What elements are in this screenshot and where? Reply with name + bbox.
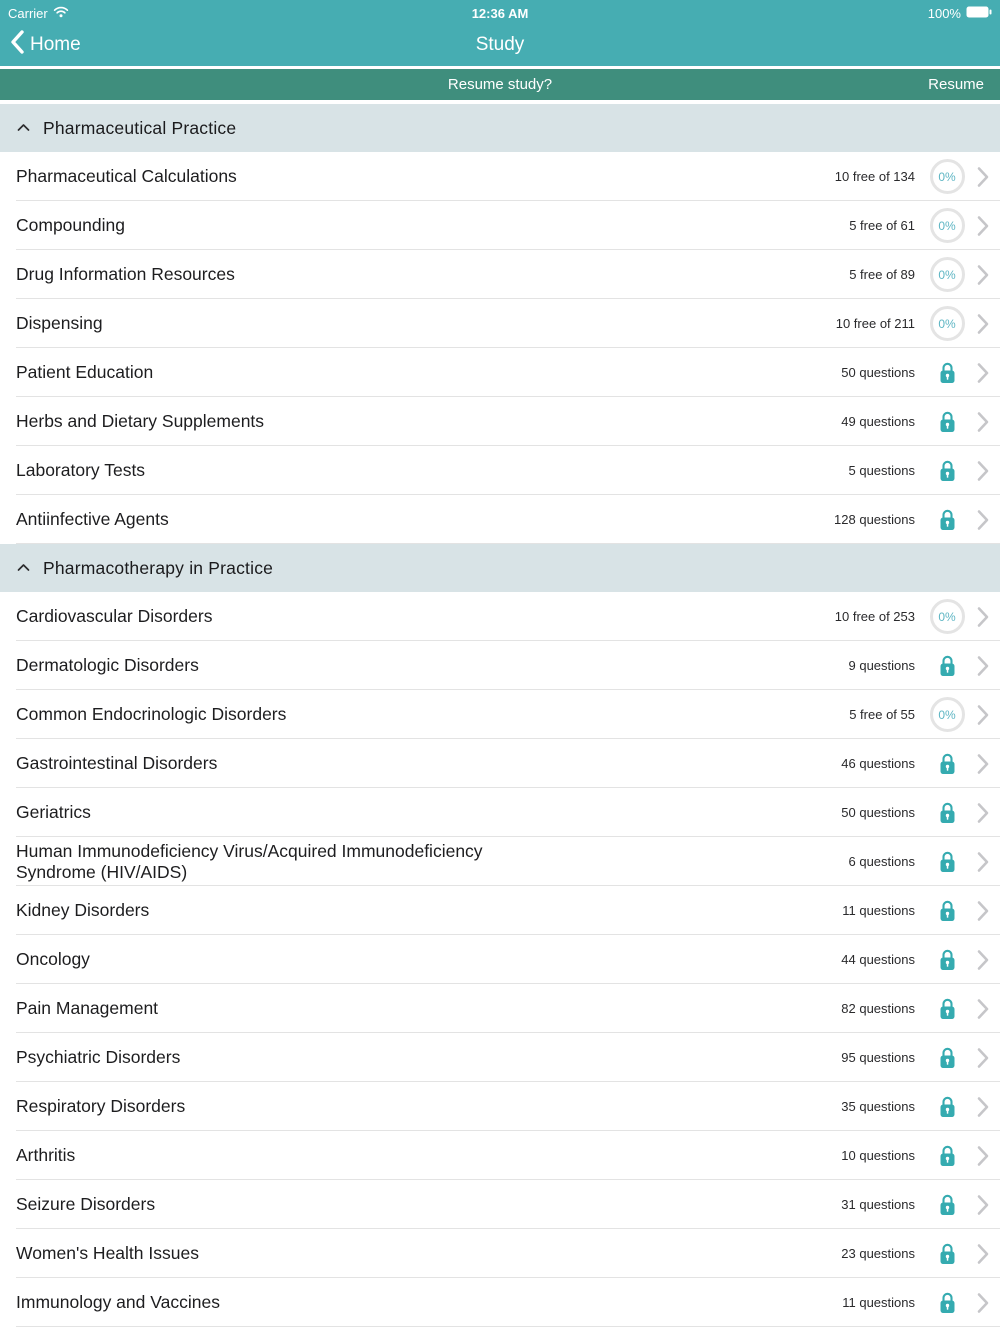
progress-ring xyxy=(930,208,965,243)
chevron-right-icon xyxy=(966,900,1000,922)
topic-section xyxy=(0,544,1000,1327)
topic-title: Oncology xyxy=(16,949,90,970)
lock-icon xyxy=(938,1242,957,1266)
topic-question-count: 11 questions xyxy=(842,1295,915,1310)
lock-icon xyxy=(938,997,957,1021)
topic-row[interactable] xyxy=(0,837,1000,886)
progress-ring xyxy=(930,306,965,341)
topic-question-count: 6 questions xyxy=(848,854,915,869)
topic-question-count: 5 free of 55 xyxy=(849,707,915,722)
topic-title: Kidney Disorders xyxy=(16,900,150,921)
topic-row[interactable] xyxy=(0,1033,1000,1082)
back-label: Home xyxy=(30,34,81,55)
topic-title: Antiinfective Agents xyxy=(16,509,169,530)
section-header[interactable] xyxy=(0,104,1000,152)
topic-title: Drug Information Resources xyxy=(16,264,235,285)
topic-title: Pharmaceutical Calculations xyxy=(16,166,237,187)
topic-question-count: 31 questions xyxy=(841,1197,915,1212)
section-header[interactable] xyxy=(0,544,1000,592)
topic-title: Patient Education xyxy=(16,362,154,383)
topic-question-count: 23 questions xyxy=(841,1246,915,1261)
topic-title: Respiratory Disorders xyxy=(16,1096,186,1117)
section-title: Pharmaceutical Practice xyxy=(43,117,237,138)
chevron-right-icon xyxy=(966,704,1000,726)
lock-icon xyxy=(938,459,957,483)
topic-title: Arthritis xyxy=(16,1145,76,1166)
chevron-right-icon xyxy=(966,1243,1000,1265)
lock-icon xyxy=(938,1095,957,1119)
topic-question-count: 50 questions xyxy=(841,365,915,380)
topic-question-count: 5 free of 89 xyxy=(849,267,915,282)
topic-row[interactable] xyxy=(0,886,1000,935)
topic-row[interactable] xyxy=(0,739,1000,788)
lock-icon xyxy=(938,801,957,825)
chevron-right-icon xyxy=(966,1047,1000,1069)
topic-row[interactable] xyxy=(0,299,1000,348)
carrier-label: Carrier xyxy=(8,6,48,21)
topic-title: Pain Management xyxy=(16,998,159,1019)
chevron-right-icon xyxy=(966,1194,1000,1216)
topic-title: Women's Health Issues xyxy=(16,1243,199,1264)
chevron-up-icon xyxy=(17,119,30,137)
topic-question-count: 44 questions xyxy=(841,952,915,967)
topic-title: Human Immunodeficiency Virus/Acquired Immunodeficiency Syndrome (HIV/AIDS) xyxy=(16,840,483,882)
chevron-right-icon xyxy=(966,851,1000,873)
topic-question-count: 10 free of 211 xyxy=(835,316,915,331)
topic-row[interactable] xyxy=(0,446,1000,495)
progress-percent: 0% xyxy=(938,609,956,624)
chevron-right-icon xyxy=(966,215,1000,237)
page-title: Study xyxy=(475,34,525,55)
topic-title: Common Endocrinologic Disorders xyxy=(16,704,287,725)
topic-question-count: 128 questions xyxy=(834,512,915,527)
progress-ring xyxy=(930,697,965,732)
topic-row[interactable] xyxy=(0,1278,1000,1327)
battery-percent: 100% xyxy=(927,6,961,21)
study-topic-list xyxy=(0,104,1000,1327)
section-title: Pharmacotherapy in Practice xyxy=(43,557,274,578)
topic-title: Geriatrics xyxy=(16,802,91,823)
chevron-left-icon xyxy=(10,30,24,60)
chevron-right-icon xyxy=(966,949,1000,971)
topic-title: Psychiatric Disorders xyxy=(16,1047,181,1068)
chevron-right-icon xyxy=(966,1292,1000,1314)
status-bar xyxy=(0,0,1000,24)
progress-percent: 0% xyxy=(938,267,956,282)
topic-title: Herbs and Dietary Supplements xyxy=(16,411,265,432)
topic-row[interactable] xyxy=(0,1229,1000,1278)
chevron-right-icon xyxy=(966,606,1000,628)
topic-question-count: 5 questions xyxy=(848,463,915,478)
topic-row[interactable] xyxy=(0,641,1000,690)
chevron-right-icon xyxy=(966,166,1000,188)
topic-row[interactable] xyxy=(0,348,1000,397)
progress-percent: 0% xyxy=(938,316,956,331)
topic-question-count: 35 questions xyxy=(841,1099,915,1114)
topic-title: Seizure Disorders xyxy=(16,1194,156,1215)
topic-question-count: 10 free of 253 xyxy=(834,609,915,624)
topic-row[interactable] xyxy=(0,495,1000,544)
lock-icon xyxy=(938,1291,957,1315)
progress-percent: 0% xyxy=(938,707,956,722)
resume-banner[interactable] xyxy=(0,69,1000,100)
topic-row[interactable] xyxy=(0,1131,1000,1180)
top-bar xyxy=(0,0,1000,66)
progress-ring xyxy=(930,599,965,634)
lock-icon xyxy=(938,361,957,385)
chevron-right-icon xyxy=(966,264,1000,286)
topic-question-count: 10 free of 134 xyxy=(834,169,915,184)
chevron-right-icon xyxy=(966,753,1000,775)
chevron-right-icon xyxy=(966,509,1000,531)
topic-question-count: 50 questions xyxy=(841,805,915,820)
topic-question-count: 95 questions xyxy=(841,1050,915,1065)
lock-icon xyxy=(938,752,957,776)
topic-section xyxy=(0,104,1000,544)
topic-title: Immunology and Vaccines xyxy=(16,1292,220,1313)
lock-icon xyxy=(938,1144,957,1168)
chevron-right-icon xyxy=(966,313,1000,335)
progress-percent: 0% xyxy=(938,218,956,233)
topic-title: Cardiovascular Disorders xyxy=(16,606,213,627)
topic-row[interactable] xyxy=(0,1180,1000,1229)
lock-icon xyxy=(938,899,957,923)
back-button[interactable] xyxy=(0,30,81,60)
clock: 12:36 AM xyxy=(471,6,529,21)
navigation-bar xyxy=(0,24,1000,66)
chevron-right-icon xyxy=(966,998,1000,1020)
topic-row[interactable] xyxy=(0,152,1000,201)
topic-question-count: 10 questions xyxy=(841,1148,915,1163)
topic-row[interactable] xyxy=(0,201,1000,250)
lock-icon xyxy=(938,654,957,678)
chevron-right-icon xyxy=(966,655,1000,677)
battery-icon xyxy=(966,6,992,21)
progress-ring xyxy=(930,257,965,292)
resume-button[interactable]: Resume xyxy=(928,76,984,93)
topic-row[interactable] xyxy=(0,250,1000,299)
topic-question-count: 5 free of 61 xyxy=(849,218,915,233)
lock-icon xyxy=(938,850,957,874)
topic-question-count: 46 questions xyxy=(841,756,915,771)
topic-row[interactable] xyxy=(0,984,1000,1033)
topic-question-count: 49 questions xyxy=(841,414,915,429)
topic-title: Dermatologic Disorders xyxy=(16,655,199,676)
topic-title: Compounding xyxy=(16,215,125,236)
topic-row[interactable] xyxy=(0,788,1000,837)
chevron-right-icon xyxy=(966,1096,1000,1118)
topic-question-count: 11 questions xyxy=(842,903,915,918)
topic-title: Dispensing xyxy=(16,313,103,334)
lock-icon xyxy=(938,410,957,434)
chevron-right-icon xyxy=(966,802,1000,824)
topic-title: Gastrointestinal Disorders xyxy=(16,753,218,774)
chevron-right-icon xyxy=(966,1145,1000,1167)
progress-percent: 0% xyxy=(938,169,956,184)
resume-message: Resume study? xyxy=(447,76,553,93)
topic-row[interactable] xyxy=(0,397,1000,446)
wifi-icon xyxy=(53,6,69,21)
chevron-right-icon xyxy=(966,411,1000,433)
topic-row[interactable] xyxy=(0,592,1000,641)
lock-icon xyxy=(938,1193,957,1217)
chevron-right-icon xyxy=(966,460,1000,482)
topic-title: Laboratory Tests xyxy=(16,460,146,481)
lock-icon xyxy=(938,948,957,972)
chevron-up-icon xyxy=(17,559,30,577)
chevron-right-icon xyxy=(966,362,1000,384)
lock-icon xyxy=(938,508,957,532)
progress-ring xyxy=(930,159,965,194)
topic-row[interactable] xyxy=(0,690,1000,739)
topic-row[interactable] xyxy=(0,1082,1000,1131)
topic-question-count: 9 questions xyxy=(848,658,915,673)
topic-question-count: 82 questions xyxy=(841,1001,915,1016)
lock-icon xyxy=(938,1046,957,1070)
topic-row[interactable] xyxy=(0,935,1000,984)
